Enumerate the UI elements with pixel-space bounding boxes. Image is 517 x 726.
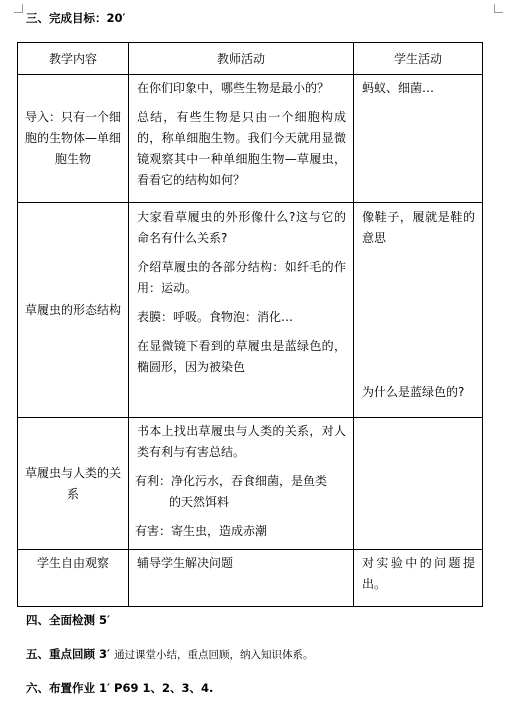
student-text: 蚂蚁、细菌…	[362, 81, 435, 95]
cell-teacher-relation	[129, 418, 354, 550]
benefit-label: 有利：	[135, 474, 172, 488]
table-row-structure	[18, 203, 483, 418]
section-6-heading: 六、布置作业 1′ P69 1、2、3、4.	[26, 681, 214, 695]
margin-corner-mark-left	[14, 4, 23, 13]
teacher-text: 在显微镜下看到的草履虫是蓝绿色的，椭圆形，因为被染色	[137, 339, 346, 374]
student-question: 为什么是蓝绿色的?	[362, 385, 465, 399]
teacher-text: 在你们印象中，哪些生物是最小的？	[137, 81, 330, 95]
cell-teacher-observe	[129, 550, 354, 607]
benefit-continuation: 的天然饵料	[169, 495, 230, 509]
section-3-heading: 三、完成目标：20′	[26, 11, 126, 25]
benefit-text: 净化污水，吞食细菌，是鱼类	[171, 474, 328, 488]
teacher-text: 书本上找出草履虫与人类的关系，对人类有利与有害总结。	[137, 424, 346, 459]
section-5-body: 通过课堂小结，重点回顾，纳入知识体系。	[114, 649, 314, 661]
cell-content-structure: 草履虫的形态结构	[18, 203, 129, 418]
cell-student-intro	[354, 75, 483, 203]
table-row-intro	[18, 75, 483, 203]
section-4-heading: 四、全面检测 5′	[26, 613, 111, 627]
cell-content-observe: 学生自由观察	[18, 550, 129, 607]
lesson-table	[17, 42, 483, 607]
student-text: 对实验中的问题提出。	[362, 556, 475, 591]
teacher-text: 辅导学生解决问题	[137, 556, 234, 570]
teacher-text: 表膜：呼吸。食物泡：消化…	[137, 310, 294, 324]
teacher-text: 介绍草履虫的各部分结构：如纤毛的作用：运动。	[137, 260, 346, 295]
teacher-text: 大家看草履虫的外形像什么?这与它的命名有什么关系?	[137, 210, 346, 245]
section-5-heading: 五、重点回顾 3′	[26, 647, 111, 661]
cell-student-structure	[354, 203, 483, 418]
table-header-row	[18, 43, 483, 75]
student-text: 像鞋子，履就是鞋的意思	[362, 210, 475, 245]
table-row-relation	[18, 418, 483, 550]
header-content: 教学内容	[18, 43, 129, 75]
cell-student-relation	[354, 418, 483, 550]
cell-student-observe	[354, 550, 483, 607]
cell-teacher-structure	[129, 203, 354, 418]
teacher-text: 总结，有些生物是只由一个细胞构成的，称单细胞生物。我们今天就用显微镜观察其中一种单细胞生物—草履虫，看看它的结构如何？	[137, 110, 346, 187]
header-teacher: 教师活动	[129, 43, 354, 75]
cell-content-intro: 导入：只有一个细胞的生物体—单细胞生物	[18, 75, 129, 203]
table-row-observe	[18, 550, 483, 607]
cell-content-relation: 草履虫与人类的关系	[18, 418, 129, 550]
harm-line: 有害：寄生虫，造成赤潮	[135, 524, 268, 538]
cell-teacher-intro	[129, 75, 354, 203]
header-student: 学生活动	[354, 43, 483, 75]
benefit-line	[129, 471, 353, 492]
section-5	[26, 646, 314, 662]
margin-corner-mark-right	[494, 4, 503, 13]
